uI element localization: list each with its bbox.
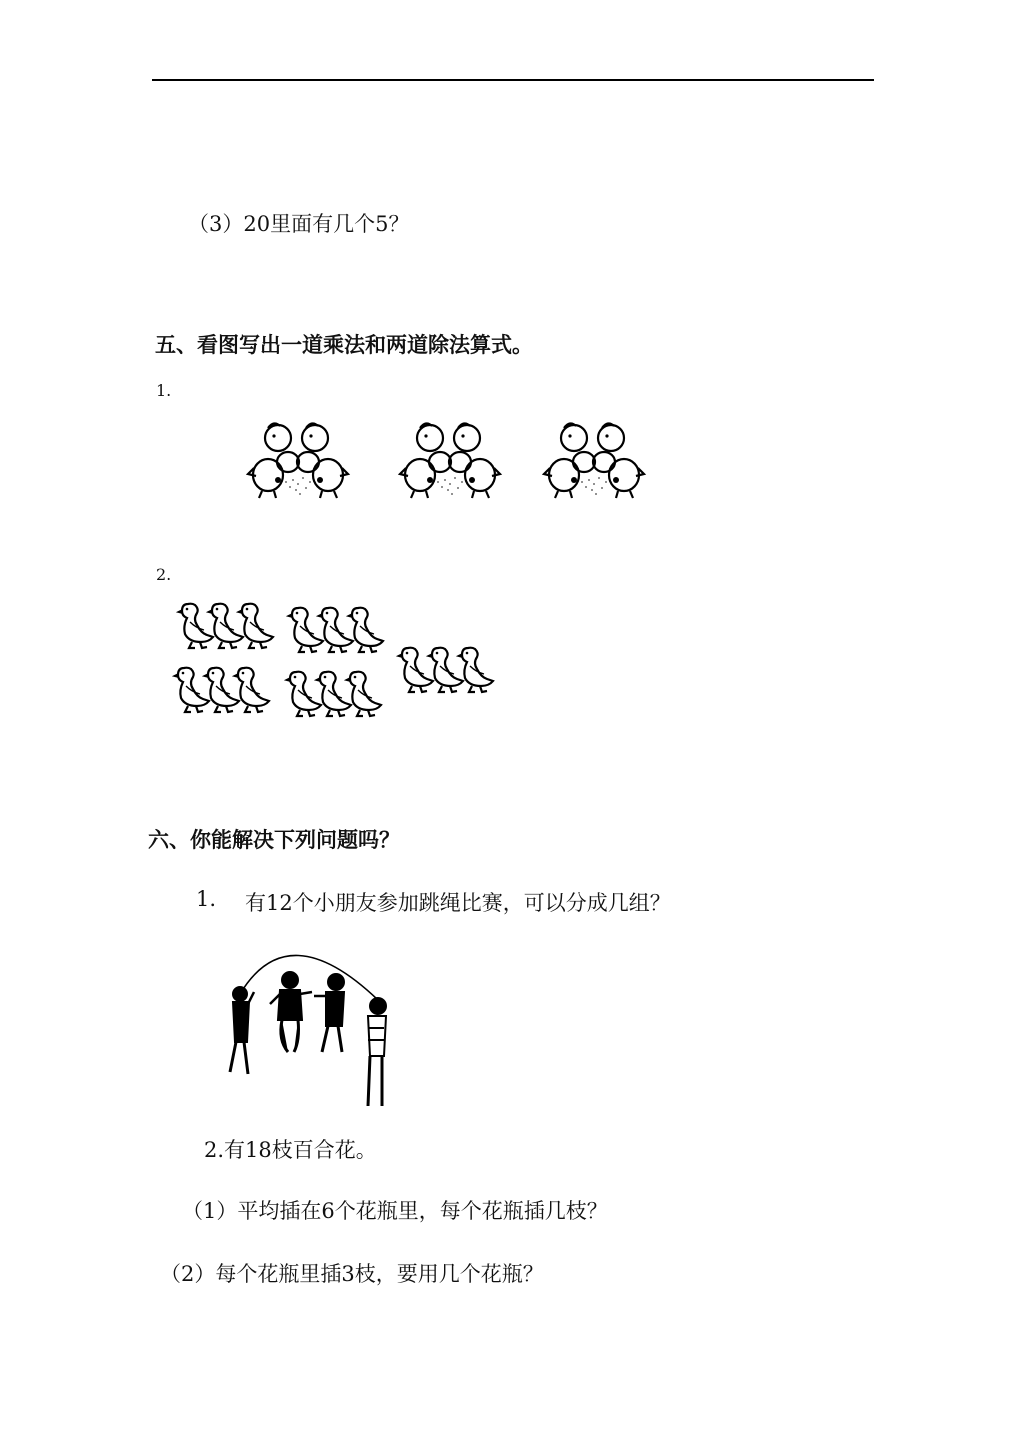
jump-rope-illustration bbox=[218, 924, 398, 1114]
section-5-heading: 五、看图写出一道乘法和两道除法算式。 bbox=[155, 332, 533, 357]
ducks-illustration bbox=[170, 600, 500, 725]
section-6-heading: 六、你能解决下列问题吗？ bbox=[148, 827, 400, 852]
question-6-2-1: （1）平均插在6个花瓶里，每个花瓶插几枝？ bbox=[182, 1199, 608, 1223]
duck-group bbox=[398, 648, 493, 692]
question-6-2-2: （2）每个花瓶里插3枝，要用几个花瓶？ bbox=[160, 1262, 544, 1286]
question-6-1-text: 有12个小朋友参加跳绳比赛，可以分成几组？ bbox=[245, 891, 671, 915]
duck-group bbox=[178, 604, 273, 648]
chicks-illustration bbox=[248, 420, 668, 510]
question-6-1-number: 1. bbox=[196, 887, 217, 911]
question-4-3: （3）20里面有几个5？ bbox=[188, 212, 410, 236]
chick-group bbox=[248, 423, 348, 498]
header-rule bbox=[152, 79, 874, 81]
duck-group bbox=[288, 608, 383, 652]
section-5-item-2-number: 2. bbox=[156, 565, 172, 584]
duck-group bbox=[174, 668, 269, 712]
duck-group bbox=[286, 672, 381, 716]
question-6-2-text: 2.有18枝百合花。 bbox=[204, 1138, 377, 1162]
section-5-item-1-number: 1. bbox=[156, 381, 172, 400]
